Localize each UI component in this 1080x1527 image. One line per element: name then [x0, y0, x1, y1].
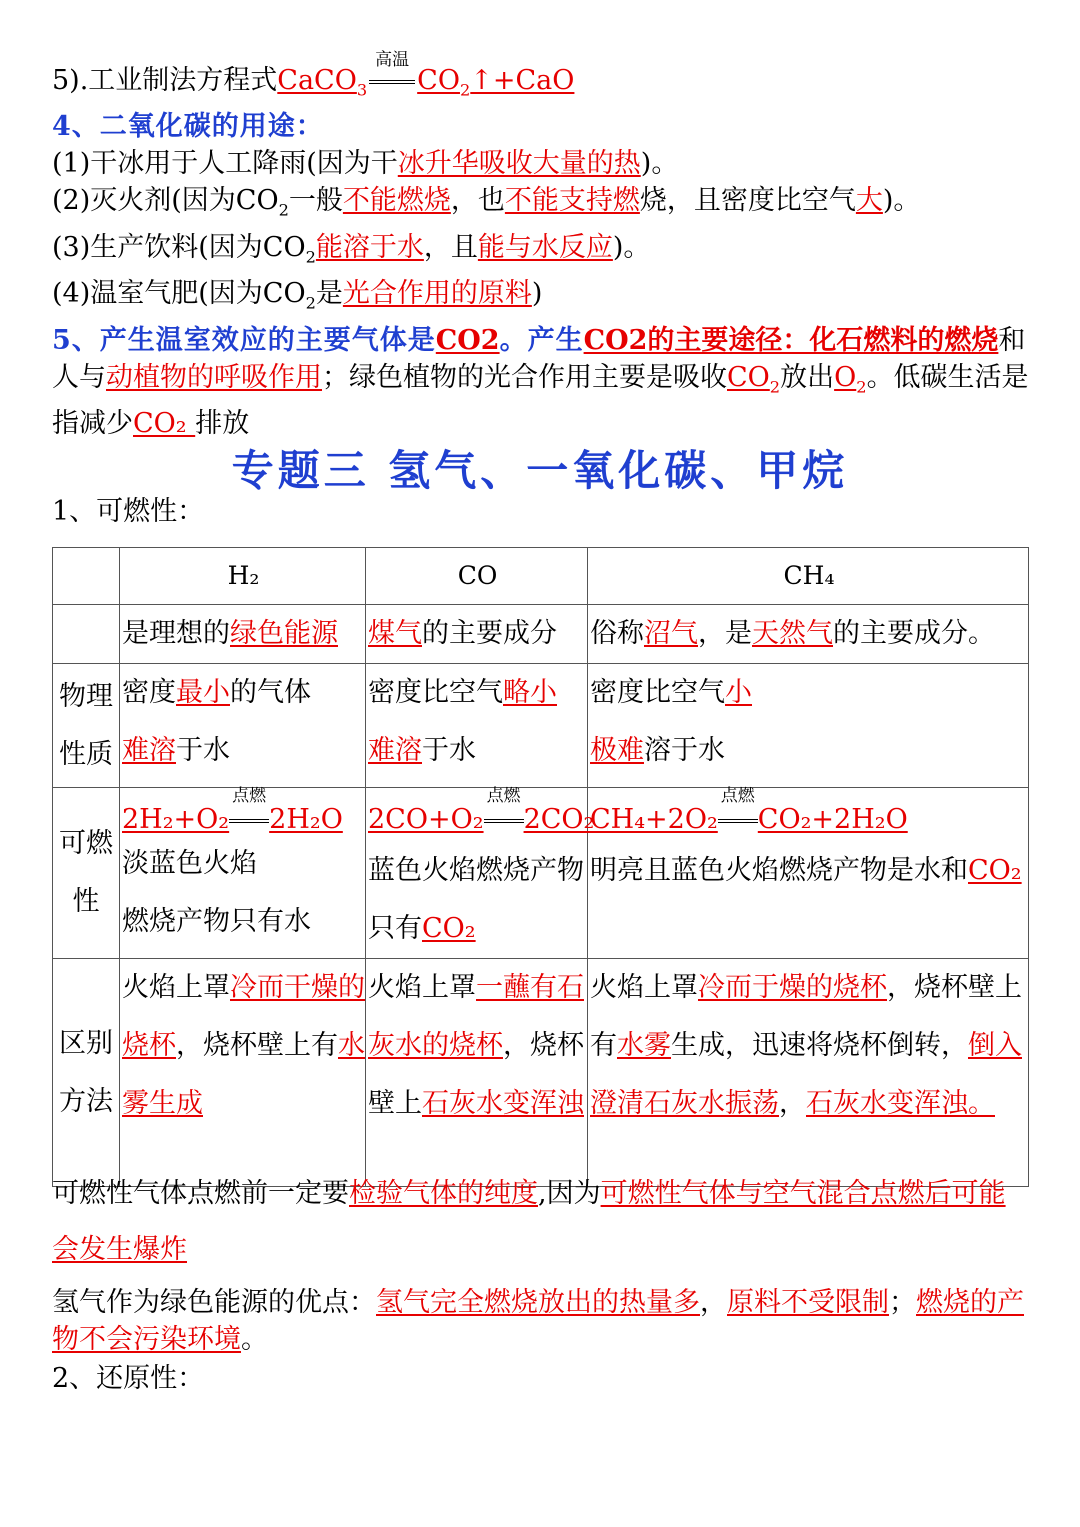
eq-sub2: 2 — [459, 80, 471, 100]
cell-answer: 略小 — [503, 677, 557, 708]
eq-condition-label: 点燃 — [232, 786, 267, 806]
table-row — [53, 788, 1029, 959]
greenhouse-text-c: 。产生 — [499, 324, 584, 356]
cell-answer: 水雾 — [617, 1030, 671, 1061]
purity-text-c: ,因为 — [538, 1178, 601, 1209]
cell-text: 蓝色火焰燃烧产物只有 — [368, 855, 584, 944]
greenhouse-answer-respiration: 动植物的呼吸作用 — [106, 361, 322, 393]
advantage-3: 燃烧的产物不会污染环境 — [52, 1287, 1024, 1355]
phys-co — [366, 664, 588, 788]
use-2-text: (2)灭火剂(因为CO — [52, 185, 279, 217]
use-4-sub: 2 — [305, 293, 316, 313]
greenhouse-paragraph — [52, 322, 1032, 442]
combustibility-label: 可燃性 — [53, 788, 120, 959]
use-4-text-b: 是 — [315, 278, 343, 310]
table-corner — [53, 548, 120, 605]
cell-text: 火焰上罩 — [368, 972, 476, 1003]
distinguish-method-label: 区别方法 — [53, 959, 120, 1187]
cell-text: 淡蓝色火焰 — [122, 848, 257, 879]
table-row — [53, 664, 1029, 788]
cell-answer: 绿色能源 — [230, 618, 338, 649]
eq-product: CO — [417, 65, 460, 96]
use-2-text-f: 烧，且密度比空气 — [639, 185, 856, 217]
cell-text: 的气体 — [230, 677, 311, 708]
use-4-text: (4)温室气肥(因为CO — [52, 278, 306, 310]
eq-right: CO₂+2H₂O — [757, 804, 908, 835]
cell-answer: 沼气 — [644, 618, 698, 649]
advantage-2: 原料不受限制 — [727, 1287, 889, 1318]
cell-answer: 难溶 — [368, 735, 422, 766]
dist-co — [366, 959, 588, 1187]
greenhouse-answer-absorb: CO — [727, 361, 770, 393]
use-2-answer-2: 不能支持燃 — [504, 185, 640, 217]
eq-condition-label: 高温 — [375, 50, 410, 70]
header-co: CO — [366, 548, 588, 605]
row1-label — [53, 605, 120, 664]
use-3-text-c: ，且 — [423, 231, 478, 263]
cell-text: ，是 — [698, 618, 752, 649]
use-1-text: (1)干冰用于人工降雨(因为干 — [52, 148, 398, 180]
h2-equation — [122, 786, 365, 842]
cell-answer: 冷而于燥的烧杯 — [698, 972, 887, 1003]
cell-text: 火焰上罩 — [122, 972, 230, 1003]
cell-text: ，烧杯壁上有 — [176, 1030, 338, 1061]
greenhouse-text-k: 。低碳生活是指减少 — [52, 361, 1029, 439]
co-equation — [368, 786, 595, 842]
use-2 — [52, 182, 1032, 228]
industrial-method-line — [52, 50, 1032, 108]
cell-answer: 煤气 — [368, 618, 422, 649]
cell-answer: 小 — [725, 677, 752, 708]
eq-condition — [367, 50, 417, 99]
comb-co — [366, 786, 595, 959]
use-3-text: (3)生产饮料(因为CO — [52, 231, 306, 263]
use-3 — [52, 229, 1032, 275]
cell-text: 燃烧产物只有水 — [122, 906, 311, 937]
use-1-end: )。 — [640, 148, 679, 180]
greenhouse-text-m: 排放 — [195, 407, 250, 439]
use-3-answer-2: 能与水反应 — [477, 231, 613, 263]
cell-text: 火焰上罩 — [590, 972, 698, 1003]
greenhouse-text-g: ；绿色植物的光合作用主要是吸收 — [322, 361, 727, 393]
table-row — [53, 959, 1029, 1187]
cell-text: 俗称 — [590, 618, 644, 649]
eq-condition-label: 点燃 — [720, 786, 755, 806]
table-row — [53, 605, 1029, 664]
cell-text: 的主要成分。 — [833, 618, 995, 649]
cell-text: 溶于水 — [644, 735, 725, 766]
cell-answer: 冷而干燥的烧杯 — [122, 972, 365, 1061]
comparison-table — [52, 547, 1029, 1187]
cell-answer: CO₂ — [422, 913, 476, 944]
cell-answer: 一蘸有石灰水的烧杯 — [368, 972, 584, 1061]
hydrogen-advantages — [52, 1284, 1032, 1358]
use-2-text-b: 一般 — [288, 185, 343, 217]
eq-left: CH₄+2O₂ — [590, 804, 718, 835]
use-4-end: ) — [531, 278, 543, 310]
cell-answer: 天然气 — [752, 618, 833, 649]
use-2-answer-3: 大 — [855, 185, 883, 217]
ch4-equation — [590, 786, 1028, 842]
advantages-sep: ， — [700, 1287, 727, 1318]
greenhouse-sub-j: 2 — [856, 376, 867, 396]
use-1 — [52, 145, 1032, 182]
cell-text: 明亮且蓝色火焰燃烧产物是水和 — [590, 855, 968, 886]
use-2-text-d: ，也 — [450, 185, 505, 217]
cell-text: 于水 — [422, 735, 476, 766]
eq-left: 2H₂+O₂ — [122, 804, 230, 835]
purity-text: 可燃性气体点燃前一定要 — [52, 1178, 349, 1209]
greenhouse-sub-h: 2 — [769, 376, 781, 396]
comb-ch4 — [588, 788, 1029, 959]
eq-right: 2H₂O — [269, 804, 343, 835]
comb-h2 — [120, 788, 366, 959]
cell-answer: 难溶 — [122, 735, 176, 766]
purity-answer-2: 可燃性气体与空气混合点燃后可能会发生爆炸 — [52, 1178, 1006, 1265]
cell-answer: 石灰水变浑浊。 — [806, 1088, 995, 1119]
phys-h2 — [120, 664, 366, 788]
use-4-answer: 光合作用的原料 — [342, 278, 532, 310]
cell-text: 密度比空气 — [368, 677, 503, 708]
advantages-text: 氢气作为绿色能源的优点： — [52, 1287, 376, 1318]
heading-co2-uses: 4、二氧化碳的用途： — [52, 111, 324, 143]
cell-text: 于水 — [176, 735, 230, 766]
cell-answer: 水雾生成 — [122, 1030, 365, 1119]
cell-text: 的主要成分 — [422, 618, 557, 649]
greenhouse-text-i: 放出 — [780, 361, 835, 393]
header-ch4: CH₄ — [588, 548, 1029, 605]
dist-ch4 — [588, 959, 1029, 1187]
phys-ch4 — [588, 664, 1029, 788]
cell-text: 密度比空气 — [590, 677, 725, 708]
table-row — [53, 548, 1029, 605]
use-3-end: )。 — [612, 231, 651, 263]
use-4 — [52, 275, 1032, 321]
cell-text: ，烧杯壁上有 — [590, 972, 1022, 1061]
cell-answer: 石灰水变浑浊 — [422, 1088, 584, 1119]
greenhouse-answer-route: CO2的主要途径：化石燃料的燃烧 — [583, 324, 999, 356]
eq-condition-label: 点燃 — [486, 786, 521, 806]
industrial-equation — [277, 50, 575, 100]
advantages-end: 。 — [241, 1324, 268, 1355]
purity-answer-1: 检验气体的纯度 — [349, 1178, 538, 1209]
physical-properties-label: 物理性质 — [53, 664, 120, 788]
cell-text: 生成，迅速将烧杯倒转， — [671, 1030, 968, 1061]
row1-h2 — [120, 605, 366, 664]
cell-answer: 极难 — [590, 735, 644, 766]
use-2-answer-1: 不能燃烧 — [342, 185, 451, 217]
cell-answer: CO₂ — [968, 855, 1022, 886]
cell-text: 密度 — [122, 677, 176, 708]
eq-reactant: CaCO — [277, 65, 357, 96]
eq-tail: ↑+CaO — [470, 65, 575, 96]
row1-co — [366, 605, 588, 664]
page-title: 专题三 氢气、一氧化碳、甲烷 — [231, 446, 849, 495]
dist-h2 — [120, 959, 366, 1187]
section-1-heading: 1、可燃性： — [52, 496, 205, 527]
cell-text: ， — [779, 1088, 806, 1119]
advantages-sep-2: ； — [889, 1287, 916, 1318]
use-2-sub: 2 — [278, 200, 289, 220]
greenhouse-answer-reduce: CO₂ — [133, 407, 196, 439]
advantage-1: 氢气完全燃烧放出的热量多 — [376, 1287, 700, 1318]
purity-paragraph — [52, 1166, 1032, 1278]
cell-text: ，烧杯壁上 — [368, 1030, 584, 1119]
cell-text: 是理想的 — [122, 618, 230, 649]
greenhouse-text-a: 5、产生温室效应的主要气体是 — [52, 324, 436, 356]
section-2-heading: 2、还原性： — [52, 1363, 205, 1394]
industrial-method-label: 5).工业制法方程式 — [52, 65, 278, 96]
eq-sub: 3 — [356, 80, 368, 100]
greenhouse-answer-co2: CO2 — [435, 324, 500, 356]
eq-right: 2CO₂ — [523, 804, 595, 835]
greenhouse-text-e: 和人与 — [52, 324, 1026, 393]
eq-left: 2CO+O₂ — [368, 804, 484, 835]
top-section — [52, 48, 1032, 442]
cell-answer: 倒入澄清石灰水振荡 — [590, 1030, 1022, 1119]
use-3-sub: 2 — [305, 247, 316, 267]
use-3-answer-1: 能溶于水 — [315, 231, 424, 263]
cell-answer: 最小 — [176, 677, 230, 708]
use-1-answer: 冰升华吸收大量的热 — [397, 148, 641, 180]
use-2-end: )。 — [882, 185, 921, 217]
row1-ch4 — [588, 605, 1029, 664]
header-h2: H₂ — [120, 548, 366, 605]
greenhouse-answer-release: O — [834, 361, 857, 393]
